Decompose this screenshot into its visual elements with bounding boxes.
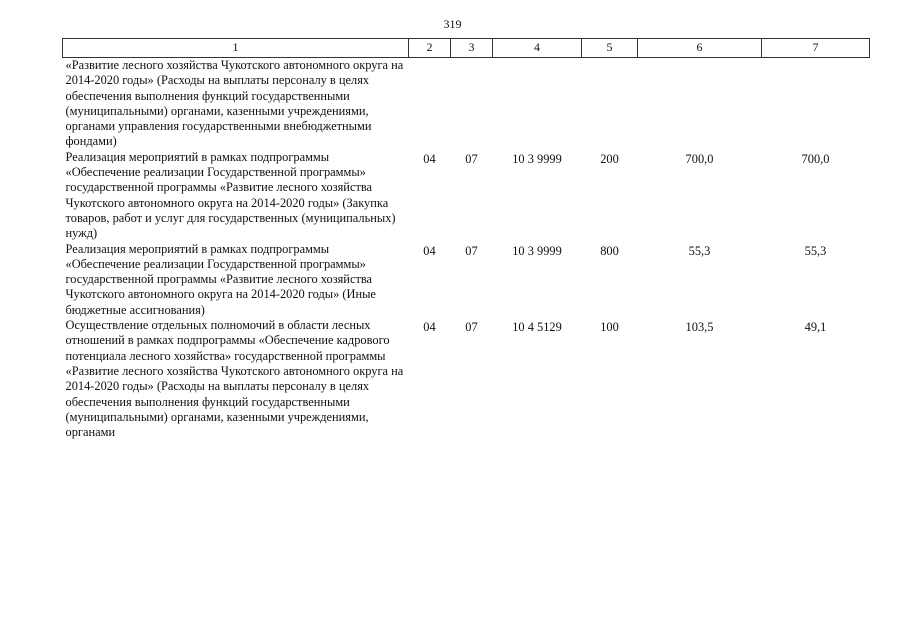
row-subsection-code: 07: [465, 320, 478, 335]
row-amount-col6: 55,3: [688, 243, 711, 258]
page-number: 319: [443, 17, 462, 31]
column-header-4: 4: [493, 39, 582, 58]
row-target-article-code: 10 3 9999: [512, 243, 562, 258]
row-description: «Развитие лесного хозяйства Чукотского автономного округа на 2014-2020 годы» (Расходы на выплаты персоналу в целях обеспечения выполнения функций государственными (муниципальными) органами, казенными учреждениями, органами управления государственными внебюджетными фондами): [65, 58, 404, 149]
row-amount-col7: [762, 58, 870, 150]
budget-table: [62, 38, 870, 440]
column-header-7: 7: [762, 39, 870, 58]
row-expense-type-code: 100: [600, 320, 619, 335]
row-section-code: [409, 58, 451, 150]
row-target-article-code: [493, 58, 582, 150]
column-header-5: 5: [582, 39, 638, 58]
row-description: Осуществление отдельных полномочий в области лесных отношений в рамках подпрограммы «Обеспечение кадрового потенциала лесного хозяйства» государственной программы «Развитие лесного хозяйства Чукотского автономного округа на 2014-2020 годы» (Расходы на выплаты персоналу в целях обеспечения выполнения функций государственными (муниципальными) органами, казенными учреждениями, органами: [65, 318, 404, 440]
row-amount-col6: [638, 58, 762, 150]
table-row: [63, 242, 870, 318]
row-amount-col6: 700,0: [685, 151, 714, 166]
table-row: [63, 150, 870, 242]
row-amount-col6: 103,5: [685, 320, 714, 335]
row-target-article-code: 10 4 5129: [512, 320, 562, 335]
table-row: [63, 318, 870, 440]
column-header-1: 1: [63, 39, 409, 58]
table-row: [63, 58, 870, 150]
column-number-row: [63, 39, 870, 58]
row-description: Реализация мероприятий в рамках подпрограммы «Обеспечение реализации Государственной программы» государственной программы «Развитие лесного хозяйства Чукотского автономного округа на 2014-2020 годы» (Иные бюджетные ассигнования): [65, 241, 376, 317]
row-subsection-code: [451, 58, 493, 150]
column-header-2: 2: [409, 39, 451, 58]
row-subsection-code: 07: [465, 151, 478, 166]
row-amount-col7: 55,3: [804, 243, 827, 258]
row-expense-type-code: 200: [600, 151, 619, 166]
row-target-article-code: 10 3 9999: [512, 151, 562, 166]
row-expense-type-code: [582, 58, 638, 150]
row-expense-type-code: 800: [600, 243, 619, 258]
column-header-3: 3: [451, 39, 493, 58]
row-section-code: 04: [423, 243, 436, 258]
column-header-6: 6: [638, 39, 762, 58]
row-amount-col7: 700,0: [801, 151, 830, 166]
row-section-code: 04: [423, 320, 436, 335]
row-section-code: 04: [423, 151, 436, 166]
row-subsection-code: 07: [465, 243, 478, 258]
row-description: Реализация мероприятий в рамках подпрограммы «Обеспечение реализации Государственной программы» государственной программы «Развитие лесного хозяйства Чукотского автономного округа на 2014-2020 годы» (Закупка товаров, работ и услуг для государственных (муниципальных) нужд): [65, 149, 396, 241]
row-amount-col7: 49,1: [804, 320, 827, 335]
